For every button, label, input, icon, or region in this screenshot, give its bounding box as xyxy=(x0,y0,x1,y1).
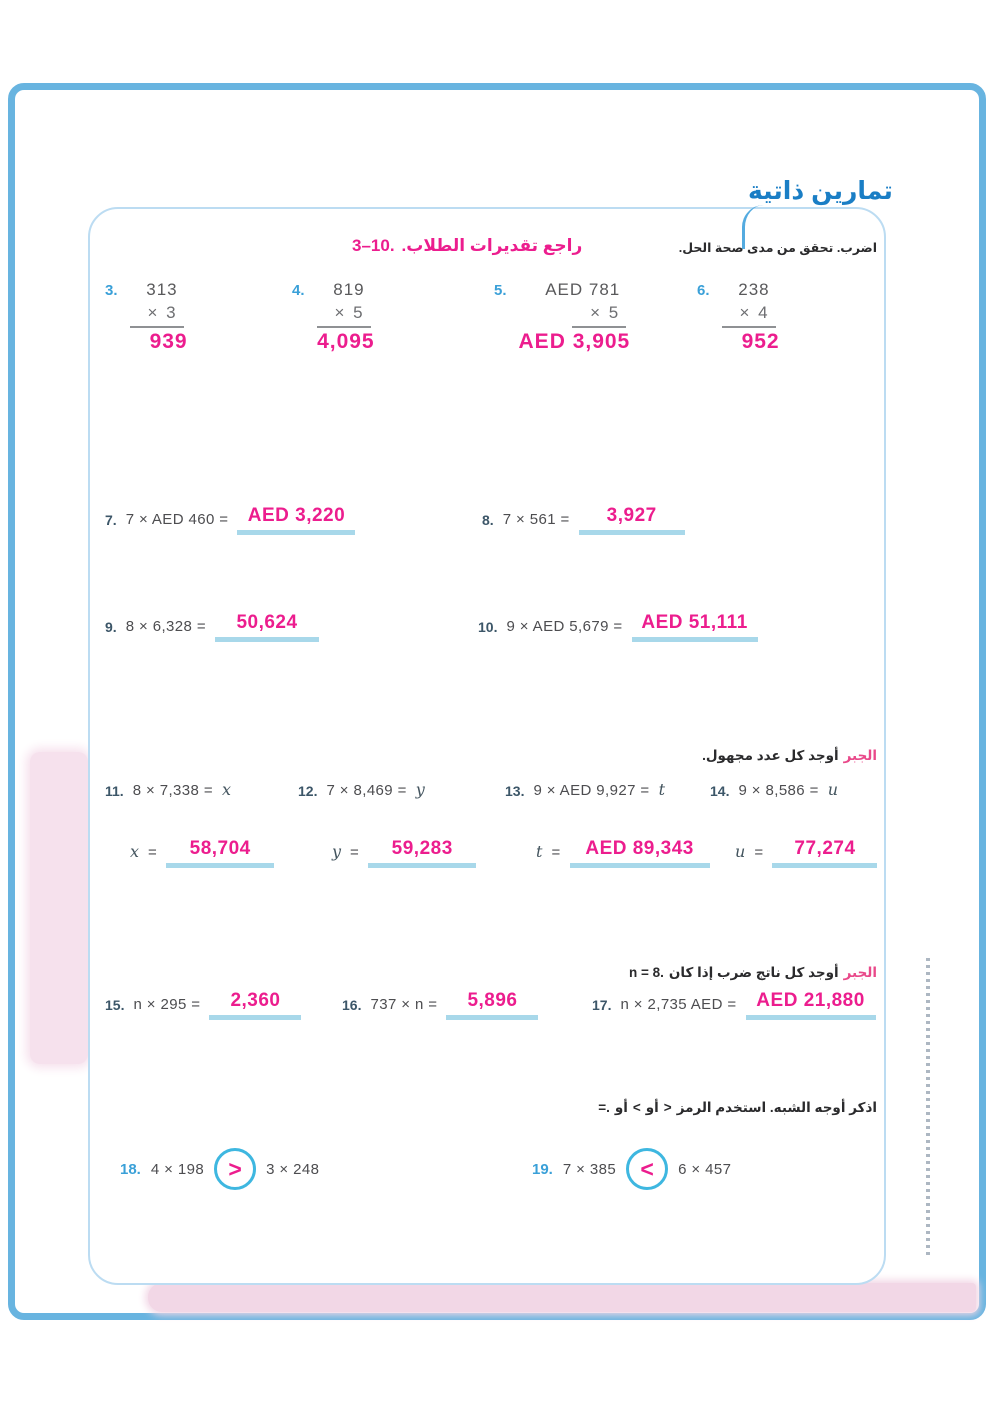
expression: 7 × AED 460 = xyxy=(125,511,229,528)
answer-blank xyxy=(632,612,758,642)
equals-sign: = xyxy=(148,844,158,861)
expression: 737 × n = xyxy=(370,996,438,1013)
vertical-copyright-text xyxy=(926,958,930,1258)
answer: 4,095 xyxy=(317,330,375,353)
answer: 59,283 xyxy=(391,838,453,859)
expression: 8 × 7,338 = xyxy=(132,782,214,799)
left-expression: 7 × 385 xyxy=(562,1160,617,1178)
equals-sign: = xyxy=(350,844,360,861)
answer-blank xyxy=(772,838,877,868)
compare-instruction: اذكر أوجه الشبه. استخدم الرمز xyxy=(676,1100,877,1115)
answer-blank xyxy=(570,838,710,868)
right-expression: 6 × 457 xyxy=(678,1160,732,1178)
answer: 939 xyxy=(149,330,188,353)
problem-8 xyxy=(482,505,685,535)
expression: 9 × 8,586 = xyxy=(738,782,819,799)
variable: x xyxy=(130,842,140,861)
problem-5 xyxy=(494,280,631,354)
answer-blank xyxy=(237,505,355,535)
expression: 7 × 561 = xyxy=(502,511,570,528)
operand-top: 819 xyxy=(333,280,365,299)
comparison-circle xyxy=(214,1148,256,1190)
problem-17 xyxy=(592,990,876,1020)
problem-number: 8. xyxy=(482,512,494,528)
answer-blank xyxy=(166,838,274,868)
equals-sign: = xyxy=(754,844,764,861)
algebra-unknown-heading xyxy=(702,748,877,764)
operand-bottom: × 3 xyxy=(130,303,184,328)
pink-wash-left xyxy=(30,752,88,1064)
variable: x xyxy=(222,780,232,799)
answer-x xyxy=(130,838,274,868)
answer-blank xyxy=(209,990,301,1020)
answer: 2,360 xyxy=(230,990,281,1011)
answer: 77,274 xyxy=(794,838,856,859)
answer-u xyxy=(735,838,877,868)
or-word: أو xyxy=(645,1100,659,1115)
problem-16 xyxy=(342,990,538,1020)
problem-number: 12. xyxy=(298,783,318,799)
comparison-circle xyxy=(626,1148,668,1190)
answer-blank xyxy=(746,990,876,1020)
problem-number: 3. xyxy=(105,282,118,299)
operand-bottom: × 5 xyxy=(572,303,626,328)
problem-3 xyxy=(105,280,188,354)
pink-wash-bottom xyxy=(148,1283,976,1312)
variable: t xyxy=(658,780,665,799)
problem-10 xyxy=(478,612,758,642)
problem-18 xyxy=(120,1148,319,1190)
problem-number: 4. xyxy=(292,282,305,299)
multiply-instruction: اضرب. تحقق من مدى صحة الحل. xyxy=(678,241,877,255)
answer: AED 3,220 xyxy=(247,505,346,526)
answer-t xyxy=(536,838,710,868)
problem-number: 7. xyxy=(105,512,117,528)
problem-9 xyxy=(105,612,319,642)
comparison-symbol: > xyxy=(228,1155,242,1182)
operand-bottom: × 5 xyxy=(317,303,371,328)
algebra-instruction: أوجد كل عدد مجهول. xyxy=(702,748,839,763)
answer: 3,927 xyxy=(606,505,657,526)
problem-number: 16. xyxy=(342,997,362,1013)
answer: 58,704 xyxy=(189,838,251,859)
answer-blank xyxy=(446,990,538,1020)
problem-13 xyxy=(505,780,665,806)
problem-number: 14. xyxy=(710,783,730,799)
problem-12 xyxy=(298,780,425,806)
operand-top: 238 xyxy=(738,280,770,299)
answer: AED 89,343 xyxy=(585,838,694,859)
answer: AED 21,880 xyxy=(756,990,865,1011)
less-than-symbol: < xyxy=(632,1100,641,1115)
expression: 7 × 8,469 = xyxy=(326,782,407,799)
expression: 8 × 6,328 = xyxy=(125,618,206,635)
problem-number: 10. xyxy=(478,619,498,635)
answer: 952 xyxy=(741,330,780,353)
problem-15 xyxy=(105,990,301,1020)
expression: 9 × AED 5,679 = xyxy=(506,618,623,635)
answer-y xyxy=(332,838,476,868)
answer: 50,624 xyxy=(236,612,298,633)
problem-11 xyxy=(105,780,231,806)
problem-number: 9. xyxy=(105,619,117,635)
problem-number: 19. xyxy=(532,1160,553,1178)
answer: AED 3,905 xyxy=(518,330,631,353)
algebra-instruction: أوجد كل ناتج ضرب إذا كان xyxy=(668,965,839,980)
variable: u xyxy=(735,842,746,861)
algebra-product-heading xyxy=(629,965,877,981)
answer-blank xyxy=(215,612,319,642)
algebra-condition: n = 8. xyxy=(628,965,664,980)
answer: 5,896 xyxy=(467,990,518,1011)
answer: AED 51,111 xyxy=(641,612,748,633)
variable: u xyxy=(827,780,839,799)
problem-number: 6. xyxy=(697,282,710,299)
problem-number: 18. xyxy=(120,1160,141,1178)
problem-number: 15. xyxy=(105,997,125,1013)
expression: 9 × AED 9,927 = xyxy=(533,782,650,799)
variable: y xyxy=(332,842,342,861)
answer-blank xyxy=(368,838,476,868)
page-title: تمارين ذاتية xyxy=(748,177,893,205)
problem-number: 5. xyxy=(494,282,507,299)
problem-7 xyxy=(105,505,355,535)
expression: n × 295 = xyxy=(133,996,201,1013)
problem-number: 13. xyxy=(505,783,525,799)
teacher-note-number: 3–10. xyxy=(352,236,395,255)
left-expression: 4 × 198 xyxy=(150,1160,205,1178)
or-word: أو xyxy=(614,1100,628,1115)
expression: n × 2,735 AED = xyxy=(620,996,737,1013)
teacher-note-text: راجع تقديرات الطلاب. xyxy=(401,236,583,255)
problem-14 xyxy=(710,780,838,806)
operand-top: 313 xyxy=(146,280,178,299)
compare-heading xyxy=(598,1100,877,1116)
problem-number: 11. xyxy=(105,783,124,799)
comparison-symbol: < xyxy=(640,1155,654,1182)
problem-number: 17. xyxy=(592,997,612,1013)
equals-sign: = xyxy=(551,844,561,861)
answer-blank xyxy=(579,505,685,535)
operand-top: AED 781 xyxy=(545,280,621,299)
operand-bottom: × 4 xyxy=(722,303,776,328)
variable: y xyxy=(415,780,425,799)
problem-19 xyxy=(532,1148,731,1190)
problem-4 xyxy=(292,280,375,354)
algebra-label: الجبر xyxy=(843,748,877,763)
exercise-panel xyxy=(88,207,886,1285)
equals-symbol: =. xyxy=(598,1100,610,1115)
greater-than-symbol: > xyxy=(663,1100,672,1115)
right-expression: 3 × 248 xyxy=(266,1160,320,1178)
variable: t xyxy=(536,842,543,861)
algebra-label: الجبر xyxy=(843,965,877,980)
teacher-note xyxy=(352,236,582,256)
problem-6 xyxy=(697,280,780,354)
